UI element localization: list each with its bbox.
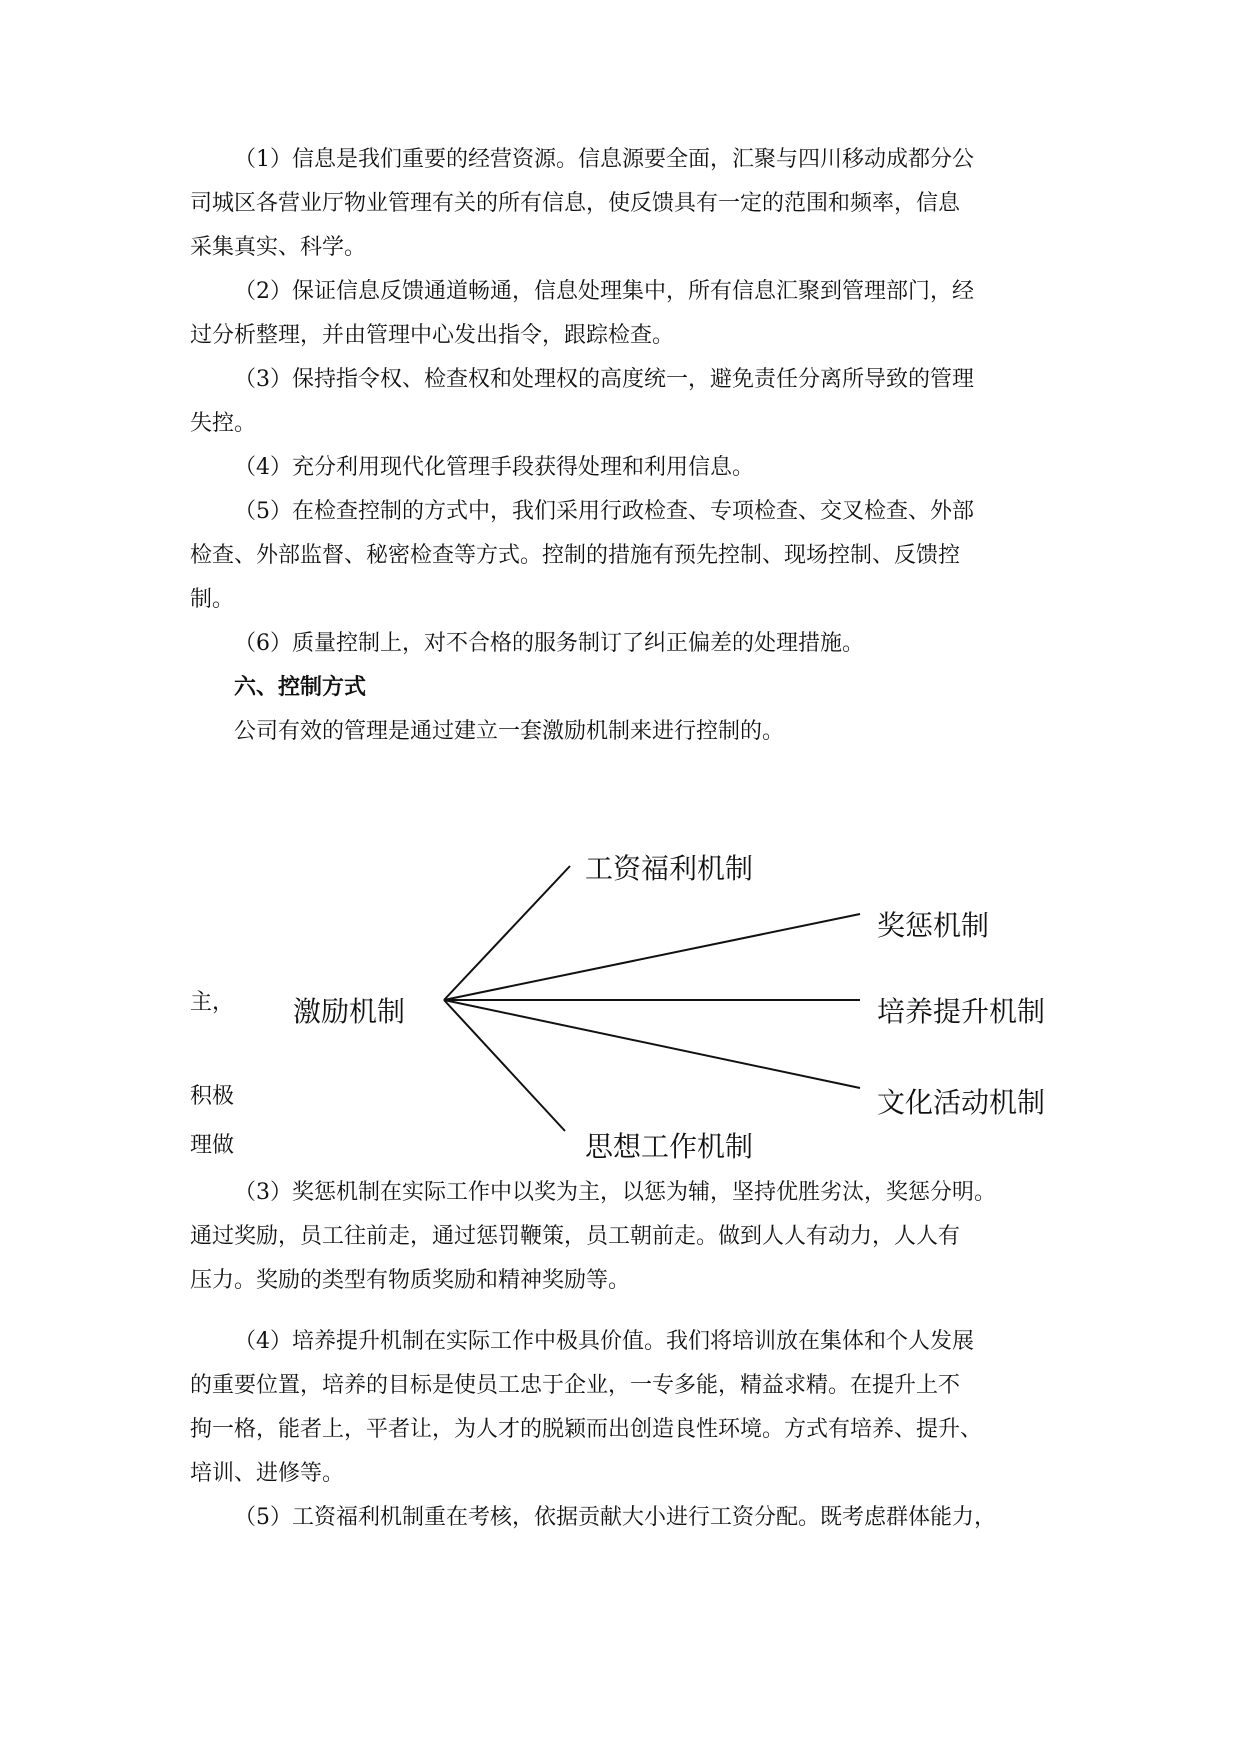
para-b3-line-1: （3）奖惩机制在实际工作中以奖为主，以惩为辅，坚持优胜劣汰，奖惩分明。 — [234, 1180, 996, 1205]
branch-line-1 — [444, 866, 570, 1000]
para-2-line-2: 过分析整理，并由管理中心发出指令，跟踪检查。 — [190, 323, 675, 348]
para-5-line-1: （5）在检查控制的方式中，我们采用行政检查、专项检查、交叉检查、外部 — [234, 499, 974, 524]
branch-line-5 — [444, 1000, 565, 1131]
para-5-line-2: 检查、外部监督、秘密检查等方式。控制的措施有预先控制、现场控制、反馈控 — [190, 543, 961, 568]
para-1-line-1: （1）信息是我们重要的经营资源。信息源要全面，汇聚与四川移动成都分公 — [234, 147, 974, 172]
para-b4-line-4: 培训、进修等。 — [190, 1461, 345, 1486]
para-2-line-1: （2）保证信息反馈通道畅通，信息处理集中，所有信息汇聚到管理部门，经 — [234, 279, 974, 304]
para-b3-line-3: 压力。奖励的类型有物质奖励和精神奖励等。 — [190, 1268, 631, 1293]
para-3-line-1: （3）保持指令权、检查权和处理权的高度统一，避免责任分离所导致的管理 — [234, 367, 974, 392]
diagram-branch-2: 奖惩机制 — [877, 909, 990, 942]
para-3-line-2: 失控。 — [190, 411, 257, 436]
para-4-line-1: （4）充分利用现代化管理手段获得处理和利用信息。 — [234, 455, 754, 480]
side-fragment-1: 主， — [190, 990, 235, 1015]
section-heading: 六、控制方式 — [234, 675, 367, 700]
para-b4-line-2: 的重要位置，培养的目标是使员工忠于企业，一专多能，精益求精。在提升上不 — [190, 1373, 961, 1398]
diagram-branch-1: 工资福利机制 — [585, 852, 754, 885]
branch-line-2 — [444, 914, 860, 1000]
side-fragment-2: 积极 — [190, 1084, 235, 1109]
para-b5-line-1: （5）工资福利机制重在考核，依据贡献大小进行工资分配。既考虑群体能力， — [234, 1505, 996, 1530]
diagram-root-label: 激励机制 — [293, 995, 406, 1028]
intro-text: 公司有效的管理是通过建立一套激励机制来进行控制的。 — [234, 719, 785, 744]
branch-line-4 — [444, 1000, 860, 1088]
diagram-branch-4: 文化活动机制 — [877, 1086, 1046, 1119]
para-1-line-3: 采集真实、科学。 — [190, 235, 367, 260]
para-b3-line-2: 通过奖励，员工往前走，通过惩罚鞭策，员工朝前走。做到人人有动力，人人有 — [190, 1224, 961, 1249]
diagram-branch-3: 培养提升机制 — [877, 995, 1046, 1028]
para-b4-line-1: （4）培养提升机制在实际工作中极具价值。我们将培训放在集体和个人发展 — [234, 1329, 974, 1354]
diagram-branch-5: 思想工作机制 — [585, 1130, 754, 1163]
side-fragment-3: 理做 — [190, 1133, 235, 1158]
para-5-line-3: 制。 — [190, 587, 235, 612]
para-b4-line-3: 拘一格，能者上，平者让，为人才的脱颖而出创造良性环境。方式有培养、提升、 — [190, 1417, 983, 1442]
para-6-line-1: （6）质量控制上，对不合格的服务制订了纠正偏差的处理措施。 — [234, 631, 864, 656]
para-1-line-2: 司城区各营业厅物业管理有关的所有信息，使反馈具有一定的范围和频率，信息 — [190, 191, 961, 216]
